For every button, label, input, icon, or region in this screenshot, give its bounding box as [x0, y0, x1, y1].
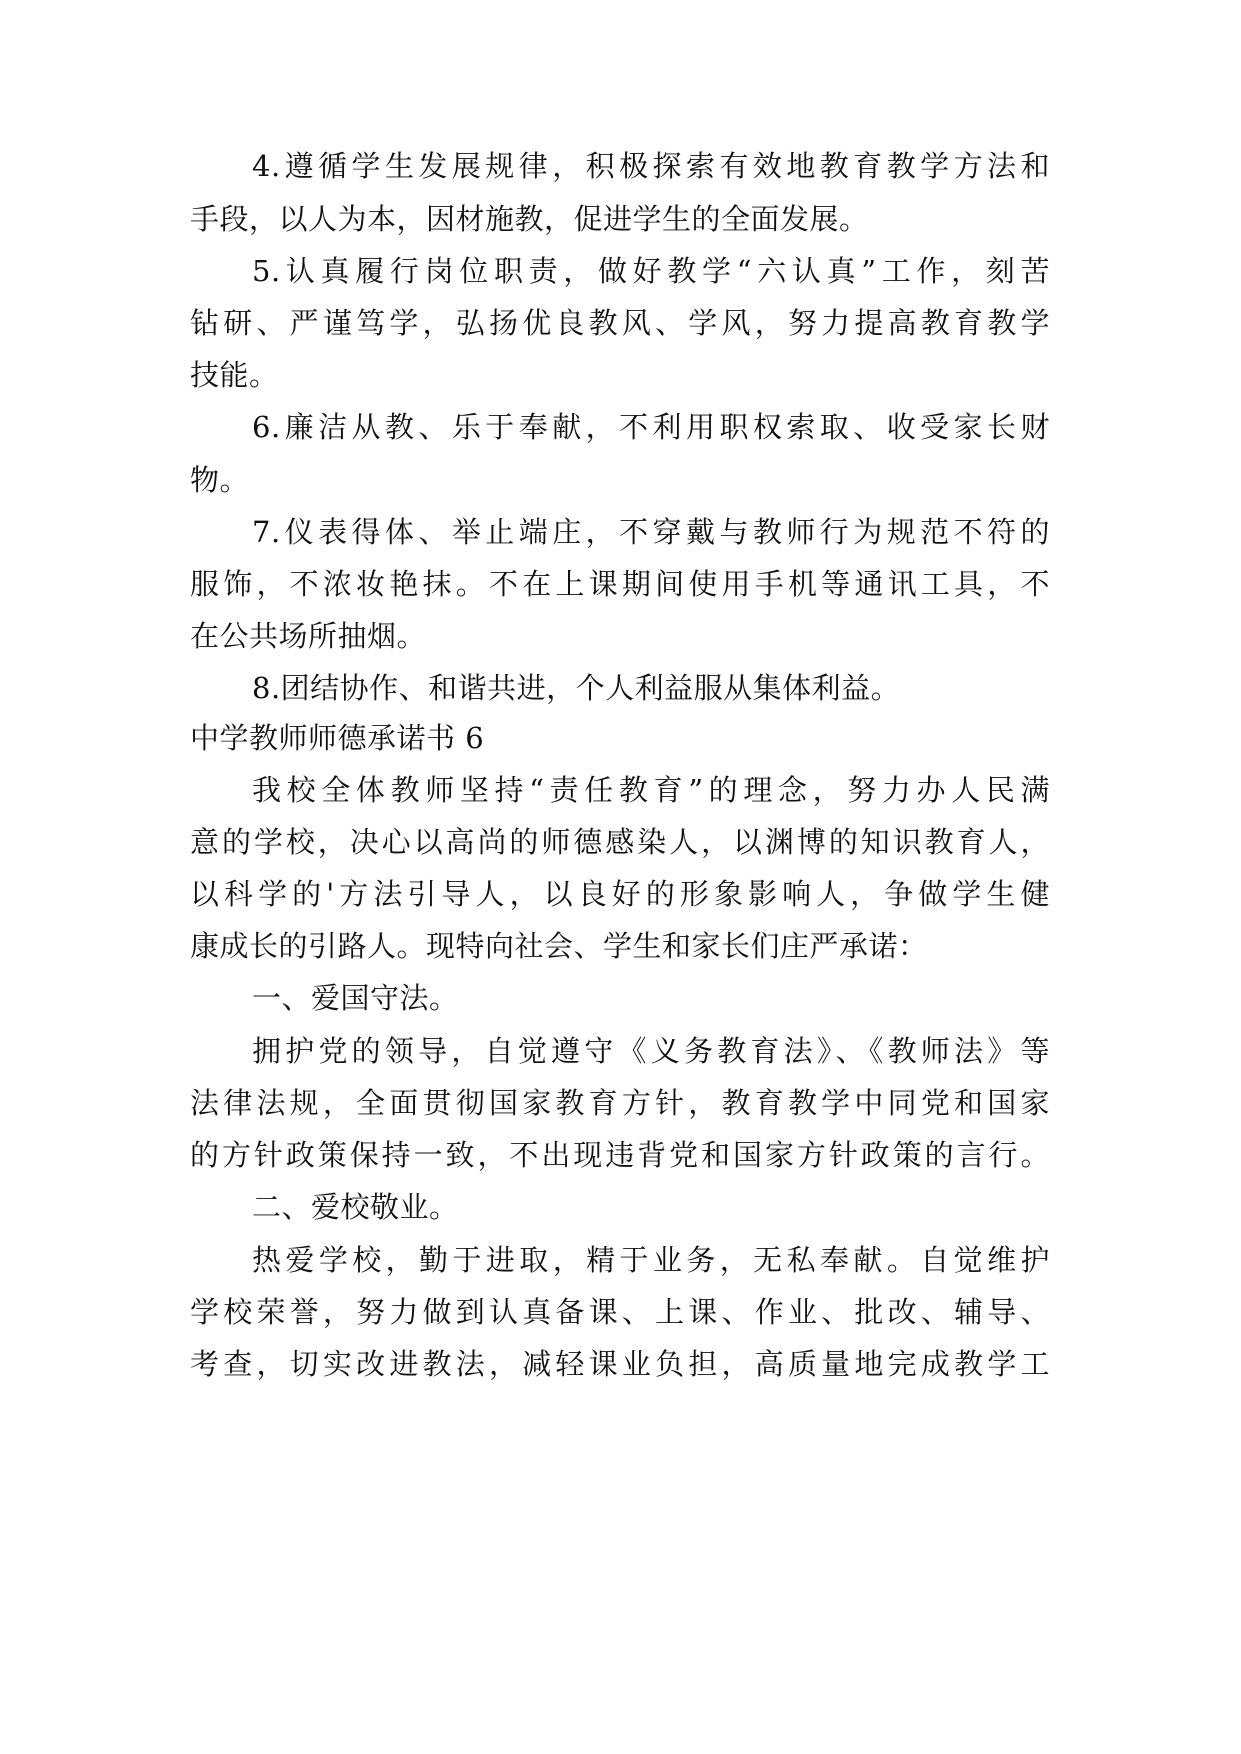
paragraph-line: 物。: [190, 463, 250, 497]
paragraph-line: 在公共场所抽烟。: [190, 619, 427, 653]
paragraph-line: 我校全体教师坚持“责任教育”的理念，努力办人民满: [252, 773, 1050, 807]
paragraph-line: 5.认真履行岗位职责，做好教学“六认真”工作，刻苦: [252, 254, 1050, 288]
paragraph-line: 以科学的'方法引导人，以良好的形象影响人，争做学生健: [190, 877, 1050, 911]
paragraph-line: 8.团结协作、和谐共进，个人利益服从集体利益。: [252, 671, 901, 705]
paragraph-line: 考查，切实改进教法，减轻课业负担，高质量地完成教学工: [190, 1347, 1050, 1381]
section-heading: 中学教师师德承诺书 6: [190, 721, 485, 755]
paragraph-line: 4.遵循学生发展规律，积极探索有效地教育教学方法和: [252, 149, 1050, 183]
paragraph-line: 法律法规，全面贯彻国家教育方针，教育教学中同党和国家: [190, 1086, 1050, 1120]
paragraph-line: 学校荣誉，努力做到认真备课、上课、作业、批改、辅导、: [190, 1295, 1050, 1329]
paragraph-line: 服饰，不浓妆艳抹。不在上课期间使用手机等通讯工具，不: [190, 567, 1050, 601]
paragraph-line: 6.廉洁从教、乐于奉献，不利用职权索取、收受家长财: [252, 410, 1050, 444]
paragraph-line: 热爱学校，勤于进取，精于业务，无私奉献。自觉维护: [252, 1243, 1050, 1277]
paragraph-line: 手段，以人为本，因材施教，促进学生的全面发展。: [190, 202, 869, 236]
paragraph-line: 拥护党的领导，自觉遵守《义务教育法》、《教师法》等: [252, 1034, 1050, 1068]
paragraph-line: 的方针政策保持一致，不出现违背党和国家方针政策的言行。: [190, 1138, 1050, 1172]
paragraph-line: 钻研、严谨笃学，弘扬优良教风、学风，努力提高教育教学: [190, 306, 1050, 340]
subheading: 二、爱校敬业。: [252, 1190, 459, 1224]
paragraph-line: 技能。: [190, 358, 279, 392]
paragraph-line: 7.仪表得体、举止端庄，不穿戴与教师行为规范不符的: [252, 515, 1050, 549]
subheading: 一、爱国守法。: [252, 981, 459, 1015]
paragraph-line: 意的学校，决心以高尚的师德感染人，以渊博的知识教育人，: [190, 825, 1050, 859]
paragraph-line: 康成长的引路人。现特向社会、学生和家长们庄严承诺：: [190, 929, 928, 963]
